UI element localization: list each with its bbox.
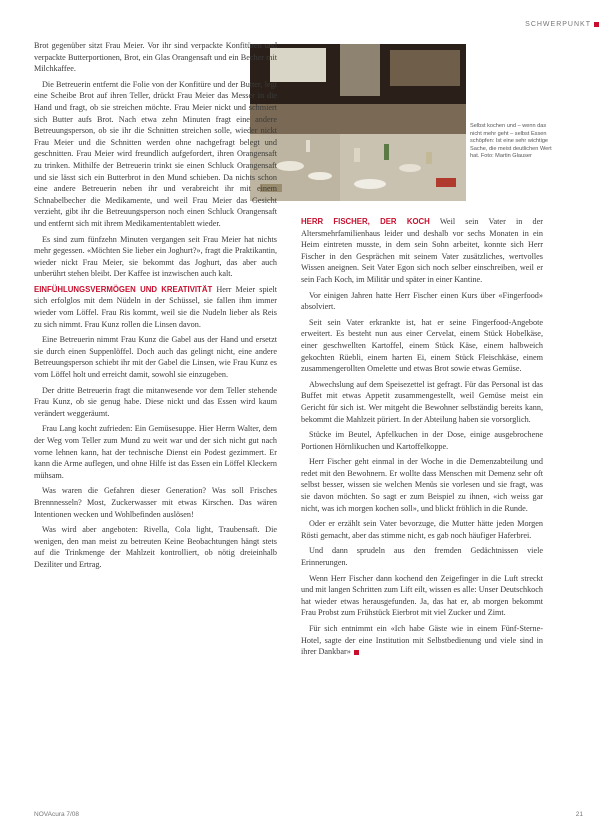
paragraph: Was wird aber angeboten: Rivella, Cola light, Traubensaft. Die wenigen, den man meist zu betreuten Keine Beobachtungen hängt stets auf die Trinkmenge der Mahlzeit kontrolliert, ob nötig dreieinhalb Deziliter und Ertrag. xyxy=(34,525,277,569)
paragraph: Wenn Herr Fischer dann kochend den Zeigefinger in die Luft streckt und mit langen Schritten zum Lift eilt, wissen es alle: Unser Deutschkoch hat wieder etwas herausgefunden. Ja, das hat er, ab morgen bekommt Frau Probst zum Frühstück Eierbrot mit viel Zucker und Zimt. xyxy=(301,573,543,618)
photo-caption: Selbst kochen und – wenn das nicht mehr geht – selbst Essen schöpfen: Ist eine sehr wichtige Sache, die meist deutlichen Wert hat. Foto: Martin Glauser xyxy=(470,123,552,159)
paragraph: Herr Fischer geht einmal in der Woche in die Demenzabteilung und redet mit den Bewohnern. Er wollte dass Menschen mit Demenz sehr oft selbst besser, wissen sie welchen Menüs sie vorlesen und sie fragt, was sie davon möchten. So sagt er zum Beispiel zu ihnen, «ich weiss gar nicht, was ich morgen kochen soll», und blickt fröhlich in die Runde. xyxy=(301,457,543,513)
section-heading: EINFÜHLUNGSVERMÖGEN UND KREATIVITÄT xyxy=(34,284,213,294)
paragraph: Seit sein Vater erkrankte ist, hat er seine Fingerfood-Angebote erweitert. Es besteht nun aus einer Cervelat, einem Stück Hobelkäse, einer geschwellten Kartoffel, einem Stück Käse, einem halbweich gekochten Rüebli, einem harten Ei, einem Stück Fleischkäse, einem zusammengerollten Omelette und etwas Brot sowie etwas Gemüse. xyxy=(301,317,543,374)
paragraph: Abwechslung auf dem Speisezettel ist gefragt. Für das Personal ist das Buffet mit etwas Appetit zusammengestellt, weil Gemüse meist ein Gericht für sich ist. Wer mitgeht die Bewohner selbständig bereits kann, bekommt die Mahlzeit püriert. In der Abteilung haben sie vorsorglich. xyxy=(301,379,543,424)
right-column xyxy=(301,216,543,662)
paragraph-text: Weil sein Vater in der Altersmehrfamilienhaus leider und deshalb vor sechs Monaten in ein Heim eintreten musste, in dem sein Sohn arbeitet, konnte sich Herr Fischer in den Gesprächen mit seinem Vater zusätzliches, wertvolles Wissen aneignen. Seit Vater Egon sich noch selber einschreiben, weil er sein Fach Koch, im Militär und später in einer Kantine. xyxy=(301,217,543,284)
paragraph: Was waren die Gefahren dieser Generation? Was soll Frisches Brennnesseln? Most, Zuckerwasser mit etwas Kirschen. Das wären Intentionen wecken und Wohlbefinden auslösen! xyxy=(34,486,277,519)
paragraph: Und dann sprudeln aus den fremden Gedächtnissen viele Erinnerungen. xyxy=(301,546,543,568)
paragraph-text: Für sich entnimmt ein «Ich habe Gäste wie in einem Fünf-Sterne-Hotel, sagte der eine Institution mit Selbstbedienung und viele sind in ihrer Dankbar» xyxy=(301,624,543,657)
kitchen-photo xyxy=(250,44,466,201)
section-heading: HERR FISCHER, DER KOCH xyxy=(301,217,430,226)
left-column xyxy=(34,40,277,575)
paragraph: Vor einigen Jahren hatte Herr Fischer einen Kurs über «Fingerfood» absolviert. xyxy=(301,290,543,312)
kitchen-photo-image xyxy=(250,44,466,201)
page-number: 21 xyxy=(575,811,583,818)
paragraph: Frau Lang kocht zufrieden: Ein Gemüsesuppe. Hier Herrn Walter, dem der Weg vom Teller zum Mund zu weit war und der sich nicht gut nach vorne lehnen kann, hat der technische Dienst ein Podest gezimmert. Er kann die Arme auflegen, und ohne Hilfe ist das Essen ein Löffel Kleckern mühsam. xyxy=(34,424,277,480)
paragraph: Der dritte Betreuerin fragt die mitanwesende vor dem Teller stehende Frau Kunz, ob sie genug habe. Diese nickt und das Essen wird kaum verändert weggeräumt. xyxy=(34,385,277,418)
paragraph: Es sind zum fünfzehn Minuten vergangen seit Frau Meier hat nichts mehr gegessen. «Möchten Sie lieber ein Joghurt?», fragt die Praktikantin, wieder nickt Frau Meier, sie bekommt das Joghurt, das aber auch unberührt stehen bleibt. Der Kaffee ist inzwischen auch kalt. xyxy=(34,234,277,279)
footer-publication: NOVAcura 7/08 xyxy=(34,811,80,818)
paragraph: Brot gegenüber sitzt Frau Meier. Vor ihr sind verpackte Konfitüren und verpackte Butterportionen, Brot, ein Glas Orangensaft und ein Becher mit Milchkaffee. xyxy=(34,41,277,74)
section-marker-icon xyxy=(594,22,599,27)
paragraph xyxy=(301,216,543,286)
paragraph: Die Betreuerin entfernt die Folie von der Konfitüre und der Butter, legt eine Scheibe Brot auf ihren Teller, drückt Frau Meier das Messer in die Hand und fragt, ob sie streichen möchte. Frau Meier nickt und schmiert sich Butter aufs Brot. Nach etwa zehn Minuten fragt eine andere Betreuungsperson, ob sie ihr die Schnitten streichen solle, wieder nickt Frau Meier und die Schnitten werden ohne nachgefragt belegt und geschnitten. Frau Meier wird freundlich aufgefordert, ihren Orangensaft zu trinken. Mithilfe der Betreuerin trinkt sie einen Schluck Orangensaft und sie lässt sich ein Butterbrot in den Mund schieben. Da nichts schon eine andere Betreuerin neben ihr und verabreicht ihr mit einem Schnabelbecher die Medikamente, und weil Frau Meier das Gesicht verzieht, gibt ihr die Betreuungsperson noch einen Schluck Orangensaft und entfernt sich mit ihrem Medikamententablett wieder. xyxy=(34,79,277,228)
paragraph: Eine Betreuerin nimmt Frau Kunz die Gabel aus der Hand und ersetzt sie durch einen Suppenlöffel. Doch auch das gelingt nicht, eine andere Betreuungsperson schiebt ihr mit der Gabel die Linsen, wie Frau Kunz es vom Löffel holt und erreicht damit, sowohl sie einzugeben. xyxy=(34,335,277,380)
end-of-article-icon xyxy=(354,650,359,655)
paragraph xyxy=(34,284,277,330)
paragraph xyxy=(301,623,543,658)
paragraph-text: Herr Meier spielt sich erfolglos mit dem Nüdeln in der Schüssel, sie fallen ihm immer wieder vom Löffel. Frau Ris kommt, weil sie die Nudeln lieber als Reis zu sich nimmt. Frau Kunz rollen die Linsen davon. xyxy=(34,284,277,329)
paragraph: Stücke im Beutel, Apfelkuchen in der Dose, einige ausgebrochene Portionen Hörnlikuchen und Kartoffelkoppe. xyxy=(301,430,543,451)
paragraph: Oder er erzählt sein Vater bevorzuge, die Mutter hätte jeden Morgen Rösti gemacht, aber das stimme nicht, es gab noch häufiger Haferbrei. xyxy=(301,519,543,540)
section-label: SCHWERPUNKT xyxy=(525,21,591,28)
